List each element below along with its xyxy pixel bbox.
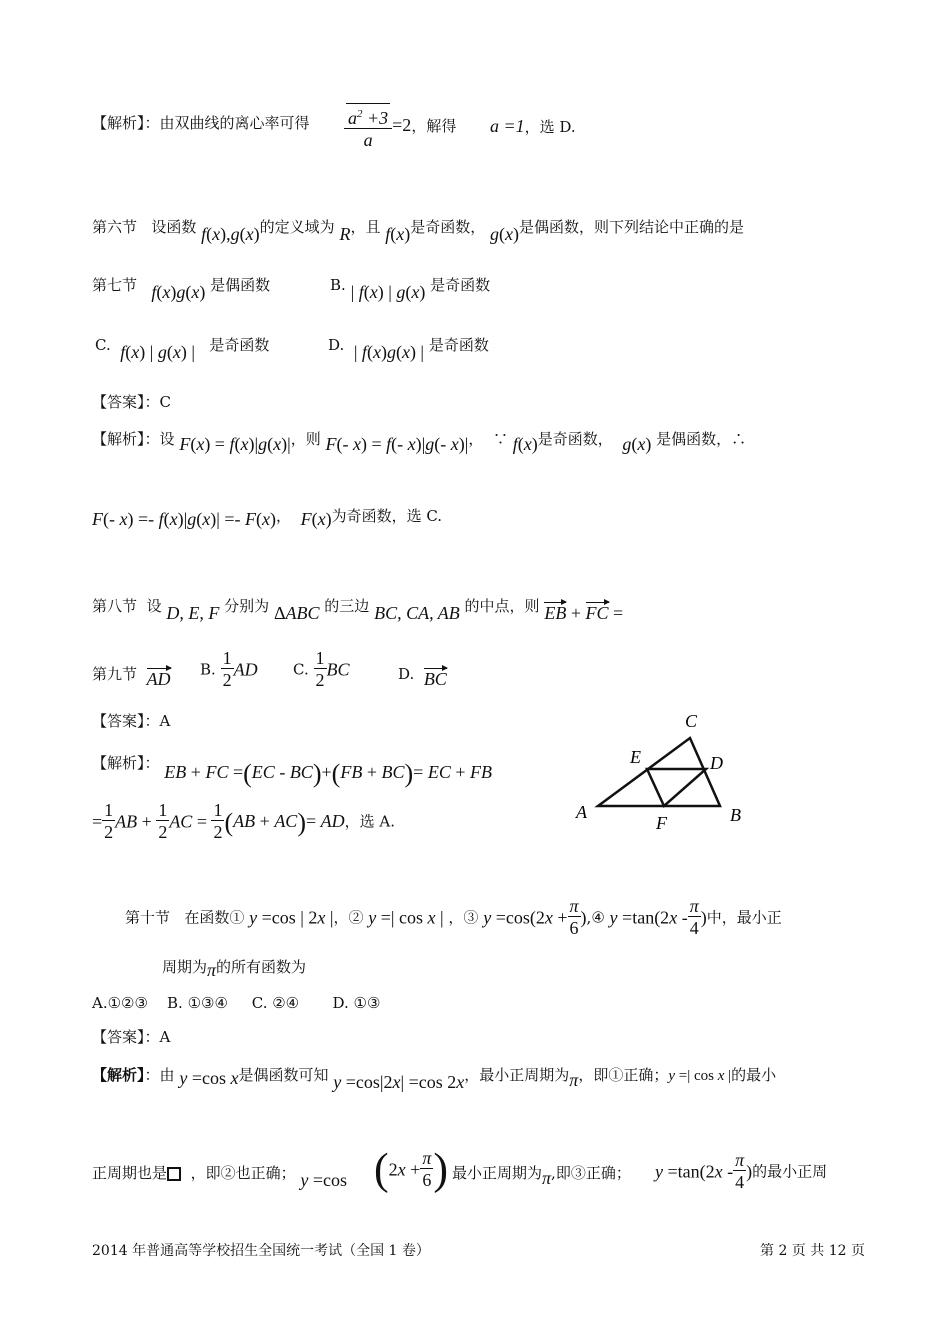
text: ，且 <box>350 218 381 236</box>
q8-option-c: C. $\frac{1}{2}$ BC <box>293 648 350 690</box>
jiexi-label: 【解析】： <box>92 114 160 132</box>
answer: C <box>159 393 171 411</box>
q8-option-d: D. BC <box>398 665 447 689</box>
text: ∵ <box>492 430 508 448</box>
text: ， <box>468 430 484 448</box>
text: 是奇函数， <box>410 218 486 236</box>
eq-two: =2 <box>392 115 412 135</box>
q8-jiexi-1: 【解析】： EB + FC =(EC - BC)+(FB + BC)= EC + FB <box>92 754 492 788</box>
text: 是偶函数，∴ <box>656 430 747 448</box>
q10-options <box>92 993 380 1013</box>
text: 设函数 <box>151 218 197 236</box>
section: 第八节 <box>92 597 138 615</box>
q8-option-b: B. $\frac{1}{2}$ AD <box>200 648 258 690</box>
text: 是偶函数可知 <box>238 1066 329 1084</box>
label-a: A <box>576 802 587 822</box>
q6-answer <box>92 392 171 412</box>
text: 正周期也是 <box>92 1164 168 1182</box>
text: 是奇函数 <box>430 276 491 294</box>
text: ，③ <box>448 908 479 927</box>
text: 为奇函数，选 C. <box>331 507 443 525</box>
q10-jiexi-2b: 最小正周期为π,即③正确； <box>452 1164 631 1188</box>
q10-cos-paren: (2x + $\frac{\pi}{6}$ ) <box>374 1144 448 1194</box>
text: 是奇函数， <box>537 430 613 448</box>
section: 第七节 <box>92 276 138 294</box>
option-b: B. | f(x) | g(x) 是奇函数 <box>330 276 491 302</box>
q8-line: 第八节 设 D, E, F 分别为 ΔABC 的三边 BC, CA, AB 的中点，则 EB + FC = <box>92 597 624 623</box>
text: 是偶函数，则下列结论中正确的是 <box>519 218 745 236</box>
text: ，选 D. <box>524 118 576 136</box>
q6-jiexi-2: F(- x) =- f(x)|g(x)| =- F(x)， F(x)为奇函数，选 C. <box>92 507 443 529</box>
text: ,④ <box>586 908 605 927</box>
options: A.①②③ B. ①③④ C. ②④ D. ①③ <box>92 994 381 1012</box>
text: ，则 <box>290 430 321 448</box>
footer-title: 2014 年普通高等学校招生全国统一考试（全国 1 卷） <box>92 1243 430 1259</box>
answer: A <box>159 712 171 730</box>
label: C. <box>293 660 309 679</box>
q10-jiexi-1: 【解析】：由 y =cos x是偶函数可知 y =cos|2x| =cos 2x，最小正周期为π，即①正确；y =| cos x |的最小 <box>92 1066 777 1092</box>
text: ，即①正确； <box>578 1066 669 1084</box>
q10-line: 第十节 在函数① y =cos | 2x |，② y =| cos x | ，③ y =cos(2x + $\frac{\pi}{6}$ ),④ y =tan(2x - $\frac{\pi}{4}$ )中，最小正 <box>125 896 782 938</box>
text: 的所有函数为 <box>216 958 307 976</box>
option-c: C. f(x) | g(x) | 是奇函数 <box>95 336 270 362</box>
q6-line: 第六节 设函数 f(x),g(x)的定义域为 R，且 f(x)是奇函数， g(x)是偶函数，则下列结论中正确的是 <box>92 218 745 244</box>
text: 在函数① <box>184 908 245 927</box>
label: 【答案】： <box>92 712 160 730</box>
text: 的最小正周 <box>752 1162 828 1181</box>
section: 第十节 <box>125 908 171 927</box>
q10-jiexi-2c: y =tan(2x - $\frac{\pi}{4}$ )的最小正周 <box>655 1150 828 1192</box>
text: ，② <box>333 908 364 927</box>
q10-jiexi-2: 正周期也是 ，即②也正确； y =cos <box>92 1164 348 1190</box>
q6-jiexi-1: 【解析】：设 F(x) = f(x)|g(x)|，则 F(- x) = f(- x)|g(- x)|， ∵ f(x)是奇函数， g(x) 是偶函数，∴ <box>92 430 747 454</box>
q10-line-2: 周期为π的所有函数为 <box>162 958 307 980</box>
label-d: D <box>710 753 723 773</box>
label: D. <box>398 665 415 683</box>
box-symbol <box>167 1167 181 1181</box>
math: a =1 <box>490 116 525 136</box>
option-a-line: 第七节 f(x)g(x) 是偶函数 <box>92 276 271 302</box>
text: 由 <box>159 1066 175 1084</box>
text: ，即②也正确； <box>190 1164 296 1182</box>
text: 分别为 <box>224 597 270 615</box>
text: 的三边 <box>324 597 370 615</box>
text: 中，最小正 <box>706 908 782 927</box>
q8-answer <box>92 711 170 731</box>
eccentricity-fraction: $\frac{a^2 +3}{a}$ =2，解得 <box>344 103 456 151</box>
label: D. <box>328 336 345 354</box>
text: 周期为 <box>162 958 208 976</box>
label: 【解析】： <box>92 430 160 448</box>
label: 【答案】： <box>92 393 160 411</box>
label: 【答案】： <box>92 1028 160 1046</box>
midpoint-triangle <box>647 769 706 806</box>
jiexi-line-1 <box>92 113 310 133</box>
text: 是奇函数 <box>209 336 270 354</box>
q8-jiexi-2: = $\frac{1}{2}$ AB + $\frac{1}{2}$ AC = $\frac{1}{2}$ (AB + AC)= AD，选 A. <box>92 800 396 842</box>
text: ,即③正确； <box>551 1164 631 1182</box>
label: B. <box>330 276 346 294</box>
answer: A <box>159 1028 171 1046</box>
text: ， <box>276 507 292 525</box>
option-d: D. | f(x)g(x) | 是奇函数 <box>328 336 489 362</box>
label-c: C <box>685 711 698 731</box>
label-f: F <box>656 813 667 833</box>
section: 第九节 <box>92 665 138 683</box>
text: 由双曲线的离心率可得 <box>159 114 310 132</box>
label: B. <box>200 660 216 679</box>
q8-options: 第九节 AD <box>92 665 171 689</box>
answer-a <box>490 116 576 137</box>
text: ，选 A. <box>344 812 396 831</box>
section: 第六节 <box>92 218 138 236</box>
text: 的定义域为 <box>259 218 335 236</box>
q10-answer <box>92 1027 170 1047</box>
label-e: E <box>630 747 641 767</box>
triangle-figure <box>570 705 770 840</box>
label: C. <box>95 336 111 354</box>
text: ，最小正周期为 <box>464 1066 570 1084</box>
text: 是奇函数 <box>428 336 489 354</box>
footer-page: 第 2 页 共 12 页 <box>760 1243 865 1259</box>
label: 【解析】： <box>92 754 160 772</box>
text: 最小正周期为 <box>452 1164 543 1182</box>
text: 的最小 <box>731 1066 777 1084</box>
label-b: B <box>730 805 741 825</box>
text: 的中点，则 <box>464 597 540 615</box>
text: 设 <box>146 597 162 615</box>
text: 设 <box>159 430 175 448</box>
text: 是偶函数 <box>210 276 271 294</box>
text: ，解得 <box>411 117 457 135</box>
